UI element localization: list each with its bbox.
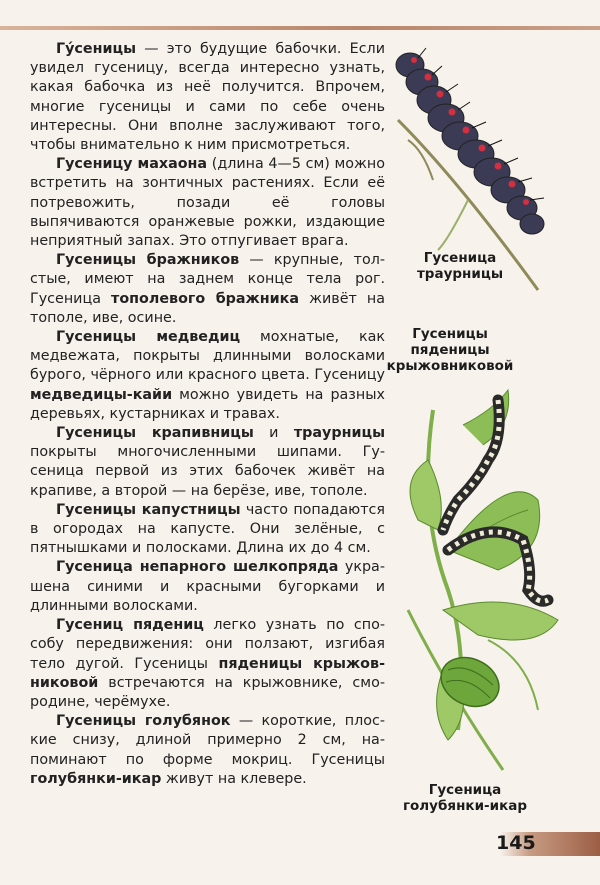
caption-line: Гусеницы xyxy=(412,326,488,342)
caterpillar-illustrations xyxy=(388,30,600,830)
term-bold: Гусеницы медведиц xyxy=(56,329,241,346)
term-bold: пяденицы крыжовниковой xyxy=(30,655,385,691)
caption-mourning-cloak xyxy=(400,250,520,282)
text-run: мохнатые, как медвежата, покрыты длинными волосками бурого, чёрного или красного цвета. Гусеницу xyxy=(30,329,385,384)
caption-gooseberry-moth xyxy=(385,326,515,374)
term-bold: Гусеницы капустницы xyxy=(56,501,241,518)
text-run: покрыты многочисленными шипами. Гусеница первой из этих бабочек живёт на крапиве, а второй — на берёзе, иве, тополе. xyxy=(30,444,385,499)
term-bold: Гусеницы бражников xyxy=(56,252,240,269)
term-bold: Гусеницы голубянок xyxy=(56,713,231,730)
term-bold: траурницы xyxy=(293,425,386,442)
term-bold: тополевого бражника xyxy=(111,290,300,307)
text-run: — это будущие бабочки. Если увидел гусеницу, всегда интересно узнать, какая бабочка из неё получится. Впрочем, многие гусеницы и сами по себе очень интересны. Они вполне заслуживают того, чтобы внимательно к ним присмотреться. xyxy=(30,41,385,154)
text-run: (длина 4—5 см) можно встретить на зонтичных растениях. Если её потревожить, позади её головы выпячиваются оранжевые рожки, издающие неприятный запах. Это отпугивает врага. xyxy=(30,156,385,250)
caption-line: траурницы xyxy=(416,266,504,282)
text-run: украшена синими и красными бугорками и длинными волосками. xyxy=(30,559,385,614)
text-run: живёт на тополе, иве, осине. xyxy=(30,290,386,326)
paragraph xyxy=(30,558,385,616)
text-run: и xyxy=(253,425,294,442)
text-run: часто попадаются в огородах на капусте. Они зелёные, с пятнышками и полосками. Длина их до 4 см. xyxy=(30,501,386,557)
term-bold: Гусениц пядениц xyxy=(56,617,204,634)
text-run: встречаются на крыжовнике, смородине, черёмухе. xyxy=(30,674,385,710)
term-bold: Гусеницы крапивницы xyxy=(56,425,254,442)
term-bold: Гусеницу махаона xyxy=(56,156,208,173)
text-run: — короткие, плоские снизу, длиной примерно 2 см, напоминают по форме мокриц. Гусеницы xyxy=(30,713,385,768)
caption-icarus-blue xyxy=(395,782,535,814)
caption-line: пяденицы xyxy=(410,342,490,358)
paragraph xyxy=(30,501,385,559)
term-bold: голубянки-икар xyxy=(30,770,162,787)
caption-line: Гусеница xyxy=(423,250,497,266)
paragraph xyxy=(30,155,385,251)
paragraph xyxy=(30,328,385,424)
caption-line: голубянки-икар xyxy=(402,798,528,814)
paragraph xyxy=(30,424,385,501)
term-bold: медведицы-кайи xyxy=(30,386,173,403)
paragraph xyxy=(30,712,385,789)
page-number: 145 xyxy=(496,832,536,854)
caption-line: Гусеница xyxy=(428,782,502,798)
text-run: — крупные, толстые, имеют на заднем конце тела рог. Гусеница xyxy=(30,252,385,307)
text-run: можно увидеть на разных деревьях, кустарниках и травах. xyxy=(30,386,385,422)
paragraph xyxy=(30,616,385,712)
term-bold: Гусеница непарного шелкопряда xyxy=(56,559,339,576)
article-text xyxy=(30,40,385,789)
paragraph xyxy=(30,40,385,155)
text-run: легко узнать по способу передвижения: они ползают, изгибая тело дугой. Гусеницы xyxy=(30,617,385,672)
term-bold: Гу́сеницы xyxy=(56,41,137,57)
caption-line: крыжовниковой xyxy=(386,358,514,374)
text-run: живут на клевере. xyxy=(161,770,307,787)
paragraph xyxy=(30,251,385,328)
